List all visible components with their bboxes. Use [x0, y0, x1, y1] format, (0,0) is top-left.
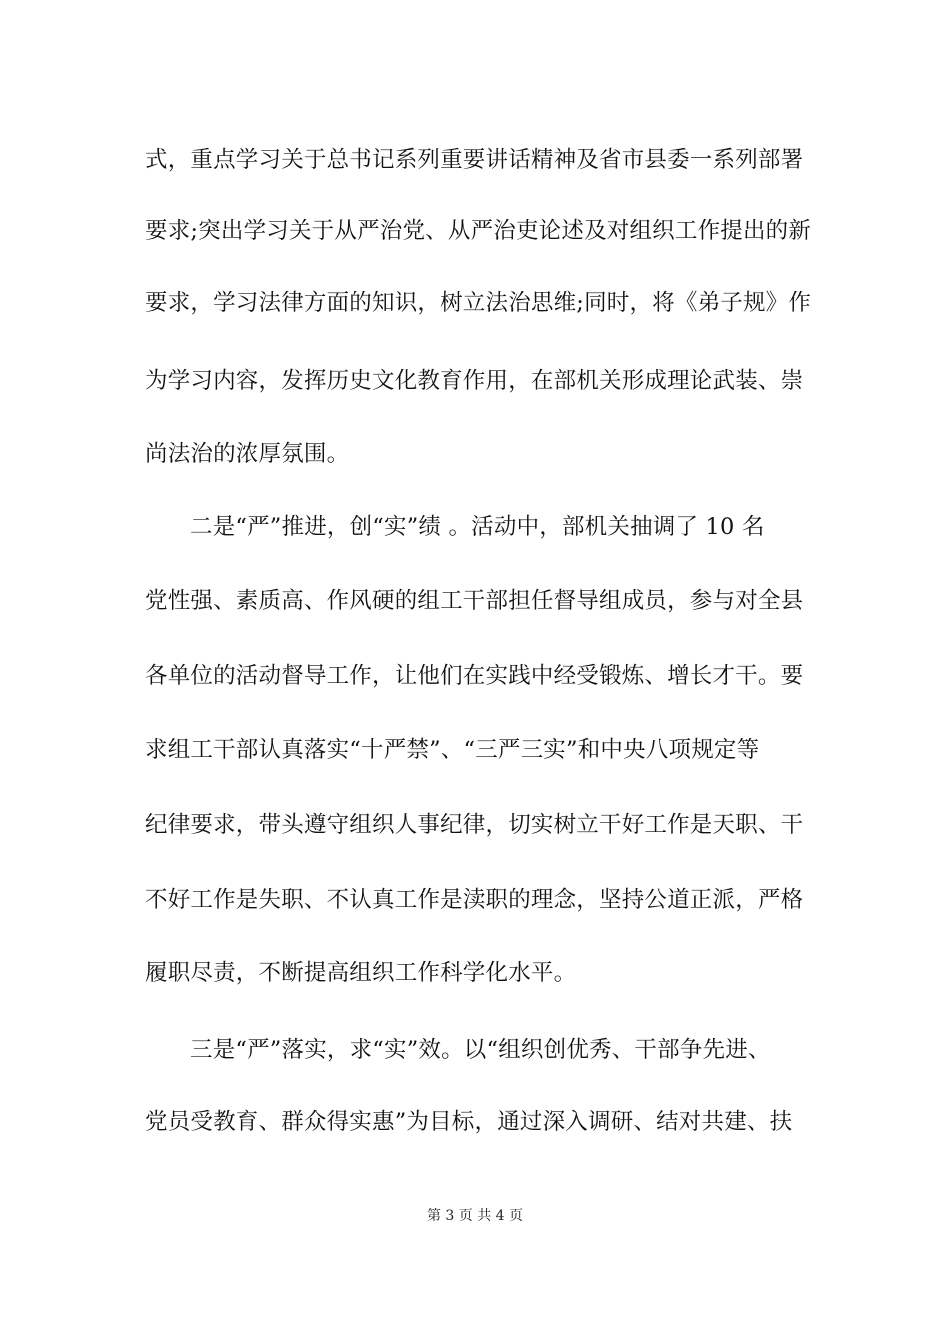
paragraph-first-line: 二是“严”推进，创“实”绩 。活动中，部机关抽调了 10 名: [190, 514, 765, 540]
text-line: 不好工作是失职、不认真工作是渎职的理念，坚持公道正派，严格: [145, 887, 804, 913]
text-line: 党员受教育、群众得实惠”为目标，通过深入调研、结对共建、扶: [145, 1109, 793, 1135]
text-line: 各单位的活动督导工作，让他们在实践中经受锻炼、增长才干。要: [145, 663, 804, 689]
text-line: 要求;突出学习关于从严治党、从严治吏论述及对组织工作提出的新: [145, 218, 812, 244]
paragraph-first-line: 三是“严”落实，求“实”效。以“组织创优秀、干部争先进、: [190, 1037, 771, 1063]
text-line: 纪律要求，带头遵守组织人事纪律，切实树立干好工作是天职、干: [145, 812, 804, 838]
text-line: 式，重点学习关于总书记系列重要讲话精神及省市县委一系列部署: [145, 147, 804, 173]
page-number-footer: 第 3 页 共 4 页: [426, 1208, 524, 1224]
text-line: 尚法治的浓厚氛围。: [145, 441, 350, 467]
text-line: 为学习内容，发挥历史文化教育作用，在部机关形成理论武装、崇: [145, 368, 804, 394]
text-line: 求组工干部认真落实“十严禁”、“三严三实”和中央八项规定等: [145, 737, 760, 763]
text-line: 履职尽责，不断提高组织工作科学化水平。: [145, 960, 577, 986]
text-line: 要求，学习法律方面的知识，树立法治思维;同时，将《弟子规》作: [145, 290, 812, 316]
text-line: 党性强、素质高、作风硬的组工干部担任督导组成员，参与对全县: [145, 588, 804, 614]
